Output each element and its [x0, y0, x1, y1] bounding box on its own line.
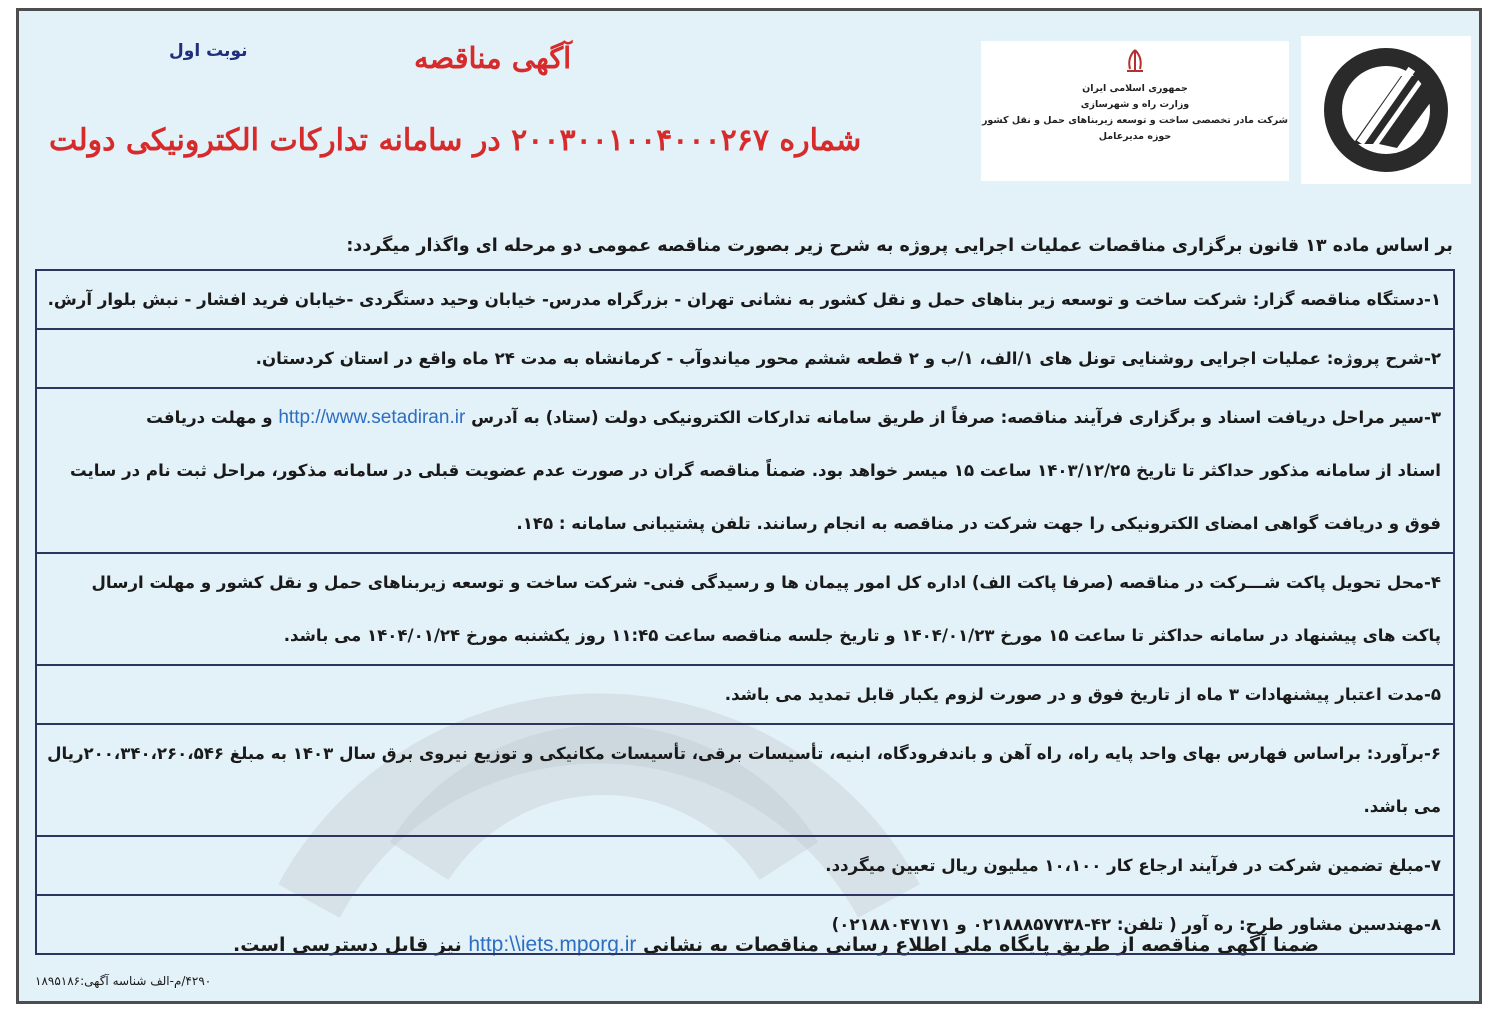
ministry-header [981, 41, 1289, 181]
round-label: نوبت اول [169, 41, 248, 61]
item-1-line-1: ۱-دستگاه مناقصه گزار: شرکت ساخت و توسعه زیر بناهای حمل و نقل کشور به نشانی تهران - بزرگراه مدرس- خیابان وحید دستگردی -خیابان فرید افشار - نبش بلوار آرش. [47, 290, 1441, 309]
item-3 [37, 389, 1453, 554]
item-5-line-1: ۵-مدت اعتبار پیشنهادات ۳ ماه از تاریخ فوق و در صورت لزوم یکبار قابل تمدید می باشد. [724, 685, 1441, 704]
footer-text-after-url: نیز قابل دسترسی است. [233, 934, 462, 956]
item-4 [37, 554, 1453, 666]
item-4-line-2: پاکت های پیشنهاد در سامانه حداکثر تا ساعت ۱۵ مورخ ۱۴۰۴/۰۱/۲۳ و تاریخ جلسه مناقصه ساعت ۱۱:۴۵ روز یکشنبه مورخ ۱۴۰۴/۰۱/۲۴ می باشد. [283, 626, 1441, 645]
item-2-line-1: ۲-شرح پروژه: عملیات اجرایی روشنایی تونل های ۱/الف، ۱/ب و ۲ قطعه ششم محور میاندوآب - کرمانشاه به مدت ۲۴ ماه واقع در استان کردستان. [255, 349, 1441, 368]
iets-link[interactable]: http:\\iets.mporg.ir [468, 933, 637, 956]
ad-identifier: ۴۲۹۰/م-الف شناسه آگهی:۱۸۹۵۱۸۶ [35, 974, 212, 988]
iran-emblem-icon [1120, 47, 1150, 77]
ministry-line-4: حوزه مدیرعامل [1098, 131, 1172, 142]
item-7 [37, 837, 1453, 896]
notice-title: آگهی مناقصه [414, 41, 572, 75]
item-7-line-1: ۷-مبلغ تضمین شرکت در فرآیند ارجاع کار ۱۰،۱۰۰ میلیون ریال تعیین میگردد. [825, 856, 1441, 875]
company-logo [1301, 36, 1471, 184]
ministry-line-2: وزارت راه و شهرسازی [1080, 99, 1190, 110]
item-8-line-1: ۸-مهندسین مشاور طرح: ره آور ( تلفن: ۴۲-۰۲۱۸۸۸۵۷۷۳۸ و ۰۲۱۸۸۰۴۷۱۷۱) [831, 915, 1441, 934]
footer-text-before-url: ضمنا آگهی مناقصه از طریق پایگاه ملی اطلاع رسانی مناقصات به نشانی [643, 934, 1319, 956]
item-3-line-2: اسناد از سامانه مذکور حداکثر تا تاریخ ۱۴۰۳/۱۲/۲۵ ساعت ۱۵ میسر خواهد بود. ضمناً مناقصه گران در صورت عدم عضویت قبلی در سامانه مذکور، مراحل ثبت نام در سایت [69, 461, 1441, 480]
item-3-text-after-url: و مهلت دریافت [146, 408, 273, 427]
item-5 [37, 666, 1453, 725]
ministry-line-3: شرکت مادر تخصصی ساخت و توسعه زیربناهای حمل و نقل کشور [981, 115, 1289, 126]
item-3-line-1 [47, 391, 1441, 444]
ministry-line-1: جمهوری اسلامی ایران [1082, 83, 1188, 94]
item-8 [37, 896, 1453, 953]
item-6-line-2: می باشد. [1363, 797, 1441, 816]
intro-text: بر اساس ماده ۱۳ قانون برگزاری مناقصات عملیات اجرایی پروژه به شرح زیر بصورت مناقصه عمومی دو مرحله ای واگذار میگردد: [346, 236, 1453, 256]
item-3-line-3: فوق و دریافت گواهی امضای الکترونیکی را جهت شرکت در مناقصه به انجام رسانند. تلفن پشتیبانی سامانه : ۱۴۵. [516, 514, 1441, 533]
item-4-line-1: ۴-محل تحویل پاکت شـــرکت در مناقصه (صرفا پاکت الف) اداره کل امور پیمان ها و رسیدگی فنی- شرکت ساخت و توسعه زیربناهای حمل و نقل کشور و مهلت ارسال [91, 573, 1441, 592]
setadiran-link[interactable]: http://www.setadiran.ir [278, 407, 466, 428]
tender-number-line: شماره ۲۰۰۳۰۰۱۰۰۴۰۰۰۲۶۷ در سامانه تدارکات الکترونیکی دولت [49, 123, 862, 158]
item-6 [37, 725, 1453, 837]
item-3-text-before-url: ۳-سیر مراحل دریافت اسناد و برگزاری فرآیند مناقصه: صرفاً از طریق سامانه تدارکات الکترونیکی دولت (ستاد) به آدرس [471, 408, 1441, 427]
item-1 [37, 271, 1453, 330]
item-6-line-1: ۶-برآورد: براساس فهارس بهای واحد پایه راه، راه آهن و باندفرودگاه، ابنیه، تأسیسات برقی، تأسیسات مکانیکی و توزیع نیروی برق سال ۱۴۰۳ به مبلغ ۲۰۰،۳۴۰،۲۶۰،۵۴۶ریال [47, 744, 1441, 763]
item-2 [37, 330, 1453, 389]
tender-items-table [35, 269, 1455, 955]
notice-frame [16, 8, 1482, 1004]
